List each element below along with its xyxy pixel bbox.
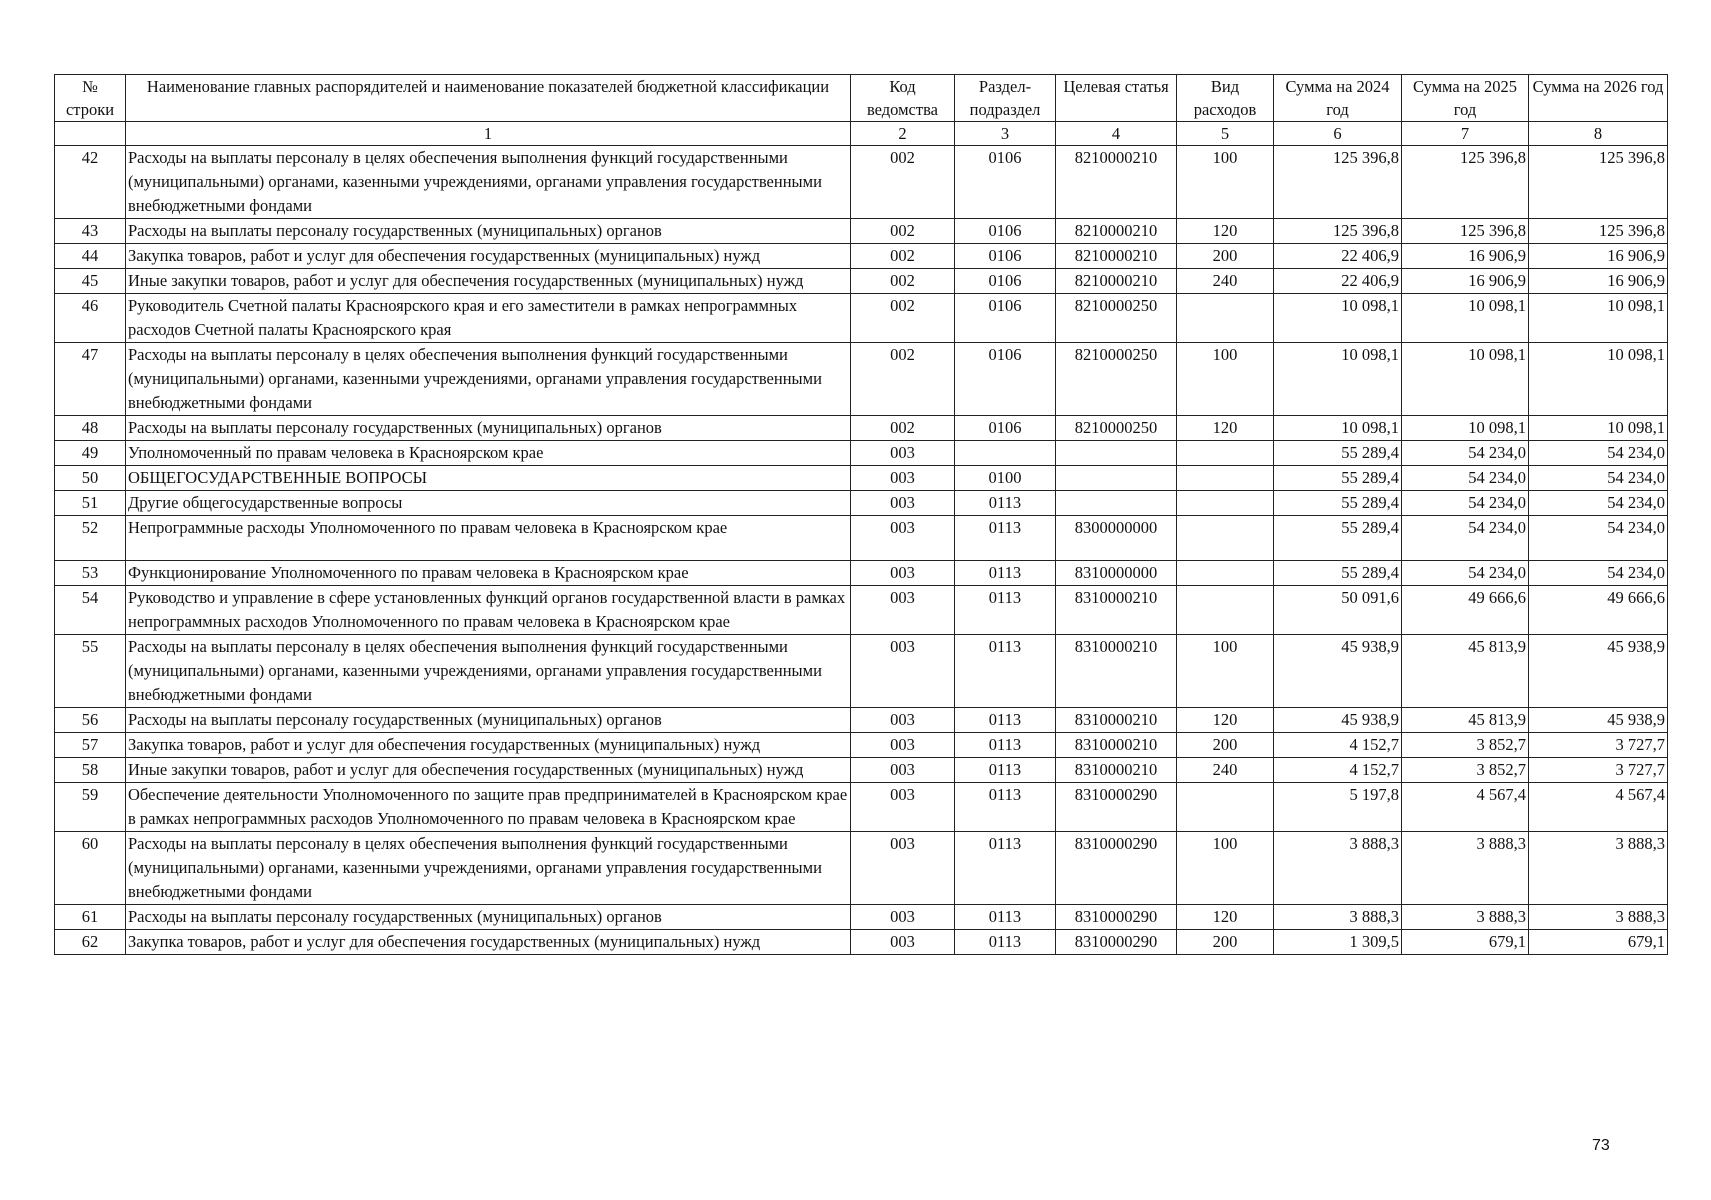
row-sum-2026: 3 888,3 xyxy=(1529,905,1668,930)
row-department-code: 003 xyxy=(851,441,955,466)
table-row xyxy=(55,586,1668,635)
row-sum-2024: 4 152,7 xyxy=(1274,758,1402,783)
row-sum-2025: 54 234,0 xyxy=(1402,441,1529,466)
column-number: 7 xyxy=(1402,122,1529,146)
row-name: Расходы на выплаты персоналу в целях обеспечения выполнения функций государственными (муниципальными) органами, казенными учреждениями, органами управления государственными внебюджетными фондами xyxy=(126,832,851,905)
row-department-code: 003 xyxy=(851,783,955,832)
row-name: Другие общегосударственные вопросы xyxy=(126,491,851,516)
row-number: 61 xyxy=(55,905,126,930)
row-sum-2026: 679,1 xyxy=(1529,930,1668,955)
row-section: 0113 xyxy=(955,561,1056,586)
row-target-article: 8310000290 xyxy=(1056,783,1177,832)
row-sum-2026: 3 888,3 xyxy=(1529,832,1668,905)
row-section: 0113 xyxy=(955,905,1056,930)
table-row xyxy=(55,244,1668,269)
row-section: 0106 xyxy=(955,244,1056,269)
table-row xyxy=(55,758,1668,783)
row-name: Расходы на выплаты персоналу государственных (муниципальных) органов xyxy=(126,219,851,244)
row-expense-type: 100 xyxy=(1177,635,1274,708)
row-sum-2024: 55 289,4 xyxy=(1274,466,1402,491)
row-number: 50 xyxy=(55,466,126,491)
row-expense-type: 120 xyxy=(1177,905,1274,930)
row-expense-type xyxy=(1177,561,1274,586)
row-name: ОБЩЕГОСУДАРСТВЕННЫЕ ВОПРОСЫ xyxy=(126,466,851,491)
row-section: 0106 xyxy=(955,269,1056,294)
row-name: Непрограммные расходы Уполномоченного по правам человека в Красноярском крае xyxy=(126,516,851,561)
row-expense-type xyxy=(1177,783,1274,832)
row-sum-2025: 54 234,0 xyxy=(1402,491,1529,516)
row-sum-2025: 10 098,1 xyxy=(1402,343,1529,416)
row-target-article xyxy=(1056,491,1177,516)
row-name: Функционирование Уполномоченного по правам человека в Красноярском крае xyxy=(126,561,851,586)
header-section: Раздел-подраздел xyxy=(955,75,1056,122)
row-sum-2026: 54 234,0 xyxy=(1529,561,1668,586)
row-sum-2025: 54 234,0 xyxy=(1402,466,1529,491)
row-expense-type: 120 xyxy=(1177,416,1274,441)
row-target-article: 8210000250 xyxy=(1056,416,1177,441)
row-sum-2024: 45 938,9 xyxy=(1274,635,1402,708)
row-sum-2024: 55 289,4 xyxy=(1274,441,1402,466)
row-sum-2025: 54 234,0 xyxy=(1402,561,1529,586)
row-department-code: 003 xyxy=(851,491,955,516)
row-number: 44 xyxy=(55,244,126,269)
row-target-article: 8210000210 xyxy=(1056,244,1177,269)
row-section: 0113 xyxy=(955,586,1056,635)
row-number: 55 xyxy=(55,635,126,708)
row-expense-type: 120 xyxy=(1177,708,1274,733)
row-name: Расходы на выплаты персоналу в целях обеспечения выполнения функций государственными (муниципальными) органами, казенными учреждениями, органами управления государственными внебюджетными фондами xyxy=(126,343,851,416)
row-sum-2026: 16 906,9 xyxy=(1529,244,1668,269)
row-department-code: 002 xyxy=(851,219,955,244)
row-target-article: 8310000290 xyxy=(1056,905,1177,930)
row-expense-type: 240 xyxy=(1177,269,1274,294)
row-section: 0113 xyxy=(955,516,1056,561)
header-sum-2025: Сумма на 2025 год xyxy=(1402,75,1529,122)
header-sum-2024: Сумма на 2024 год xyxy=(1274,75,1402,122)
row-expense-type: 100 xyxy=(1177,832,1274,905)
table-row xyxy=(55,416,1668,441)
row-sum-2026: 45 938,9 xyxy=(1529,635,1668,708)
row-sum-2024: 10 098,1 xyxy=(1274,294,1402,343)
row-number: 60 xyxy=(55,832,126,905)
row-number: 43 xyxy=(55,219,126,244)
row-sum-2025: 4 567,4 xyxy=(1402,783,1529,832)
row-sum-2025: 16 906,9 xyxy=(1402,244,1529,269)
row-sum-2024: 125 396,8 xyxy=(1274,219,1402,244)
column-number: 8 xyxy=(1529,122,1668,146)
column-number: 4 xyxy=(1056,122,1177,146)
row-sum-2025: 125 396,8 xyxy=(1402,146,1529,219)
row-sum-2024: 55 289,4 xyxy=(1274,561,1402,586)
row-department-code: 003 xyxy=(851,905,955,930)
row-target-article: 8210000210 xyxy=(1056,146,1177,219)
row-number: 56 xyxy=(55,708,126,733)
row-target-article: 8210000250 xyxy=(1056,294,1177,343)
table-row xyxy=(55,441,1668,466)
row-section: 0113 xyxy=(955,708,1056,733)
table-row xyxy=(55,783,1668,832)
table-row xyxy=(55,635,1668,708)
row-expense-type xyxy=(1177,466,1274,491)
row-number: 62 xyxy=(55,930,126,955)
row-target-article: 8210000210 xyxy=(1056,269,1177,294)
row-department-code: 003 xyxy=(851,586,955,635)
row-sum-2025: 45 813,9 xyxy=(1402,635,1529,708)
table-row xyxy=(55,561,1668,586)
row-number: 52 xyxy=(55,516,126,561)
row-sum-2024: 10 098,1 xyxy=(1274,343,1402,416)
row-sum-2026: 54 234,0 xyxy=(1529,466,1668,491)
row-expense-type: 100 xyxy=(1177,343,1274,416)
row-section: 0100 xyxy=(955,466,1056,491)
budget-table xyxy=(54,74,1668,955)
row-expense-type: 200 xyxy=(1177,930,1274,955)
table-row xyxy=(55,930,1668,955)
row-department-code: 002 xyxy=(851,244,955,269)
row-expense-type xyxy=(1177,441,1274,466)
column-number: 5 xyxy=(1177,122,1274,146)
row-expense-type: 240 xyxy=(1177,758,1274,783)
row-department-code: 003 xyxy=(851,561,955,586)
row-target-article: 8210000210 xyxy=(1056,219,1177,244)
row-sum-2024: 55 289,4 xyxy=(1274,516,1402,561)
row-sum-2025: 3 852,7 xyxy=(1402,758,1529,783)
table-row xyxy=(55,516,1668,561)
row-section: 0113 xyxy=(955,635,1056,708)
row-number: 57 xyxy=(55,733,126,758)
row-sum-2025: 16 906,9 xyxy=(1402,269,1529,294)
row-number: 58 xyxy=(55,758,126,783)
row-sum-2026: 10 098,1 xyxy=(1529,416,1668,441)
row-sum-2024: 45 938,9 xyxy=(1274,708,1402,733)
row-target-article: 8300000000 xyxy=(1056,516,1177,561)
row-name: Руководство и управление в сфере установленных функций органов государственной власти в рамках непрограммных расходов Уполномоченного по правам человека в Красноярском крае xyxy=(126,586,851,635)
column-number-row xyxy=(55,122,1668,146)
row-target-article: 8310000210 xyxy=(1056,635,1177,708)
row-sum-2024: 3 888,3 xyxy=(1274,905,1402,930)
row-number: 49 xyxy=(55,441,126,466)
row-name: Расходы на выплаты персоналу в целях обеспечения выполнения функций государственными (муниципальными) органами, казенными учреждениями, органами управления государственными внебюджетными фондами xyxy=(126,635,851,708)
row-sum-2026: 10 098,1 xyxy=(1529,294,1668,343)
row-section: 0113 xyxy=(955,783,1056,832)
row-expense-type: 100 xyxy=(1177,146,1274,219)
row-name: Расходы на выплаты персоналу государственных (муниципальных) органов xyxy=(126,416,851,441)
row-sum-2026: 54 234,0 xyxy=(1529,441,1668,466)
row-sum-2025: 45 813,9 xyxy=(1402,708,1529,733)
column-number: 6 xyxy=(1274,122,1402,146)
row-section: 0113 xyxy=(955,491,1056,516)
row-sum-2024: 3 888,3 xyxy=(1274,832,1402,905)
row-sum-2024: 50 091,6 xyxy=(1274,586,1402,635)
row-sum-2025: 54 234,0 xyxy=(1402,516,1529,561)
header-row-number: № строки xyxy=(55,75,126,122)
row-name: Иные закупки товаров, работ и услуг для обеспечения государственных (муниципальных) нужд xyxy=(126,758,851,783)
row-sum-2025: 10 098,1 xyxy=(1402,294,1529,343)
row-target-article xyxy=(1056,466,1177,491)
page-number: 73 xyxy=(1592,1137,1610,1154)
header-target-article: Целевая статья xyxy=(1056,75,1177,122)
row-name: Обеспечение деятельности Уполномоченного по защите прав предпринимателей в Красноярском крае в рамках непрограммных расходов Уполномоченного по правам человека в Красноярском крае xyxy=(126,783,851,832)
row-sum-2025: 3 852,7 xyxy=(1402,733,1529,758)
row-sum-2024: 125 396,8 xyxy=(1274,146,1402,219)
row-sum-2026: 49 666,6 xyxy=(1529,586,1668,635)
row-sum-2026: 16 906,9 xyxy=(1529,269,1668,294)
row-department-code: 002 xyxy=(851,294,955,343)
row-name: Уполномоченный по правам человека в Красноярском крае xyxy=(126,441,851,466)
row-expense-type: 120 xyxy=(1177,219,1274,244)
row-expense-type xyxy=(1177,516,1274,561)
row-expense-type xyxy=(1177,586,1274,635)
row-sum-2025: 10 098,1 xyxy=(1402,416,1529,441)
row-sum-2026: 45 938,9 xyxy=(1529,708,1668,733)
row-name: Закупка товаров, работ и услуг для обеспечения государственных (муниципальных) нужд xyxy=(126,733,851,758)
row-number: 51 xyxy=(55,491,126,516)
row-number: 46 xyxy=(55,294,126,343)
row-expense-type xyxy=(1177,491,1274,516)
row-sum-2026: 3 727,7 xyxy=(1529,758,1668,783)
column-number-empty xyxy=(55,122,126,146)
row-name: Закупка товаров, работ и услуг для обеспечения государственных (муниципальных) нужд xyxy=(126,930,851,955)
row-sum-2024: 10 098,1 xyxy=(1274,416,1402,441)
row-number: 54 xyxy=(55,586,126,635)
table-row xyxy=(55,491,1668,516)
row-number: 45 xyxy=(55,269,126,294)
row-sum-2026: 54 234,0 xyxy=(1529,516,1668,561)
row-department-code: 003 xyxy=(851,832,955,905)
row-section: 0113 xyxy=(955,733,1056,758)
row-name: Расходы на выплаты персоналу в целях обеспечения выполнения функций государственными (муниципальными) органами, казенными учреждениями, органами управления государственными внебюджетными фондами xyxy=(126,146,851,219)
header-row xyxy=(55,75,1668,122)
row-section: 0113 xyxy=(955,832,1056,905)
row-section: 0113 xyxy=(955,758,1056,783)
row-name: Закупка товаров, работ и услуг для обеспечения государственных (муниципальных) нужд xyxy=(126,244,851,269)
row-department-code: 003 xyxy=(851,516,955,561)
row-sum-2025: 3 888,3 xyxy=(1402,832,1529,905)
row-target-article: 8310000290 xyxy=(1056,930,1177,955)
header-sum-2026: Сумма на 2026 год xyxy=(1529,75,1668,122)
column-number: 1 xyxy=(126,122,851,146)
row-name: Иные закупки товаров, работ и услуг для обеспечения государственных (муниципальных) нужд xyxy=(126,269,851,294)
table-row xyxy=(55,733,1668,758)
row-department-code: 002 xyxy=(851,343,955,416)
row-target-article xyxy=(1056,441,1177,466)
row-number: 53 xyxy=(55,561,126,586)
row-department-code: 003 xyxy=(851,930,955,955)
row-sum-2025: 125 396,8 xyxy=(1402,219,1529,244)
table-row xyxy=(55,466,1668,491)
row-sum-2025: 49 666,6 xyxy=(1402,586,1529,635)
row-sum-2025: 3 888,3 xyxy=(1402,905,1529,930)
row-department-code: 003 xyxy=(851,733,955,758)
table-row xyxy=(55,905,1668,930)
row-number: 48 xyxy=(55,416,126,441)
row-sum-2026: 4 567,4 xyxy=(1529,783,1668,832)
row-target-article: 8210000250 xyxy=(1056,343,1177,416)
row-section: 0106 xyxy=(955,219,1056,244)
table-row xyxy=(55,708,1668,733)
header-name: Наименование главных распорядителей и наименование показателей бюджетной классификации xyxy=(126,75,851,122)
row-sum-2026: 125 396,8 xyxy=(1529,219,1668,244)
row-target-article: 8310000210 xyxy=(1056,708,1177,733)
row-department-code: 002 xyxy=(851,269,955,294)
row-target-article: 8310000000 xyxy=(1056,561,1177,586)
row-section: 0106 xyxy=(955,146,1056,219)
row-number: 47 xyxy=(55,343,126,416)
row-expense-type: 200 xyxy=(1177,733,1274,758)
row-department-code: 002 xyxy=(851,146,955,219)
table-row xyxy=(55,343,1668,416)
column-number: 3 xyxy=(955,122,1056,146)
table-row xyxy=(55,294,1668,343)
row-sum-2024: 22 406,9 xyxy=(1274,244,1402,269)
row-expense-type: 200 xyxy=(1177,244,1274,269)
row-name: Расходы на выплаты персоналу государственных (муниципальных) органов xyxy=(126,708,851,733)
row-sum-2025: 679,1 xyxy=(1402,930,1529,955)
row-sum-2024: 22 406,9 xyxy=(1274,269,1402,294)
row-department-code: 003 xyxy=(851,635,955,708)
row-name: Руководитель Счетной палаты Красноярского края и его заместители в рамках непрограммных расходов Счетной палаты Красноярского края xyxy=(126,294,851,343)
row-number: 59 xyxy=(55,783,126,832)
row-sum-2024: 4 152,7 xyxy=(1274,733,1402,758)
row-name: Расходы на выплаты персоналу государственных (муниципальных) органов xyxy=(126,905,851,930)
row-department-code: 003 xyxy=(851,466,955,491)
row-sum-2026: 10 098,1 xyxy=(1529,343,1668,416)
table-body xyxy=(55,146,1668,955)
row-sum-2024: 5 197,8 xyxy=(1274,783,1402,832)
row-section xyxy=(955,441,1056,466)
header-expense-type: Вид расходов xyxy=(1177,75,1274,122)
row-section: 0106 xyxy=(955,416,1056,441)
row-number: 42 xyxy=(55,146,126,219)
row-target-article: 8310000210 xyxy=(1056,586,1177,635)
row-department-code: 002 xyxy=(851,416,955,441)
row-sum-2024: 1 309,5 xyxy=(1274,930,1402,955)
row-sum-2026: 125 396,8 xyxy=(1529,146,1668,219)
row-sum-2026: 3 727,7 xyxy=(1529,733,1668,758)
row-target-article: 8310000290 xyxy=(1056,832,1177,905)
column-number: 2 xyxy=(851,122,955,146)
row-section: 0106 xyxy=(955,294,1056,343)
row-section: 0106 xyxy=(955,343,1056,416)
table-row xyxy=(55,832,1668,905)
row-department-code: 003 xyxy=(851,708,955,733)
row-target-article: 8310000210 xyxy=(1056,733,1177,758)
row-sum-2024: 55 289,4 xyxy=(1274,491,1402,516)
row-sum-2026: 54 234,0 xyxy=(1529,491,1668,516)
row-target-article: 8310000210 xyxy=(1056,758,1177,783)
table-row xyxy=(55,269,1668,294)
table-row xyxy=(55,219,1668,244)
row-department-code: 003 xyxy=(851,758,955,783)
row-section: 0113 xyxy=(955,930,1056,955)
row-expense-type xyxy=(1177,294,1274,343)
table-row xyxy=(55,146,1668,219)
header-department-code: Код ведомства xyxy=(851,75,955,122)
